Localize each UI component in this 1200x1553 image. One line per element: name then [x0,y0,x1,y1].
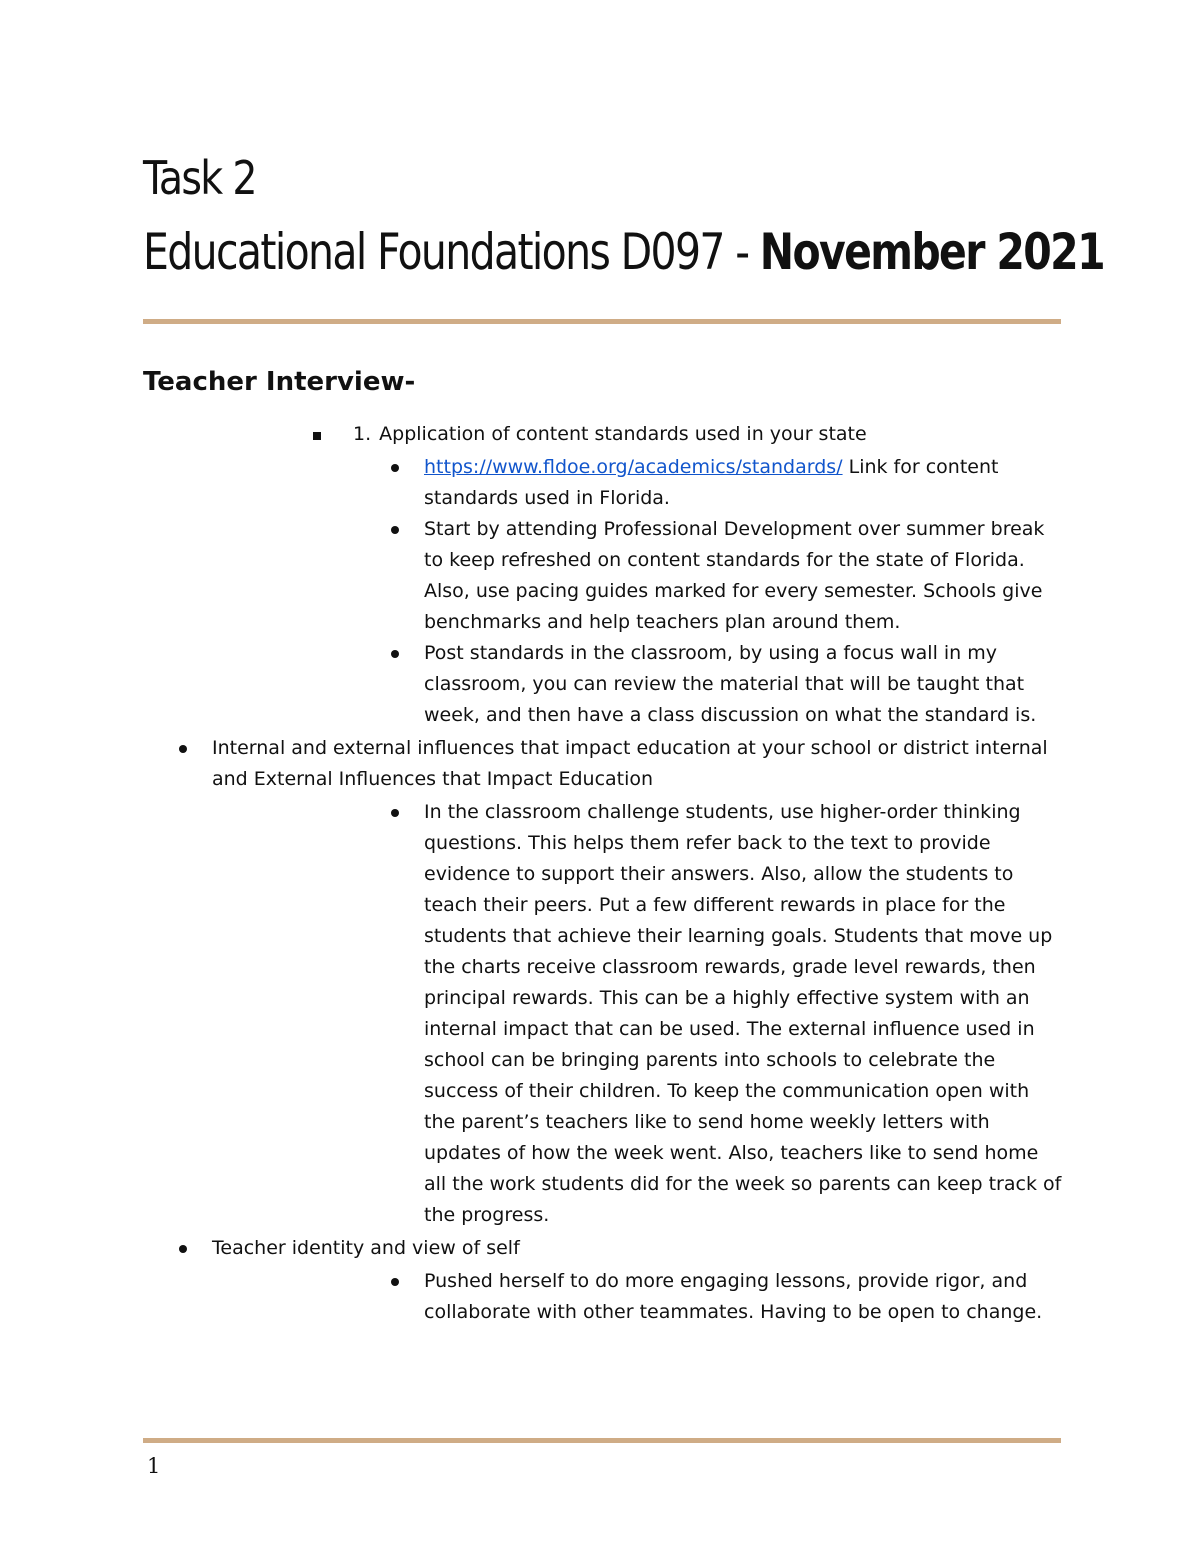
page-number: 1 [147,1454,161,1478]
bullet-icon [391,809,399,817]
item-number: 1. [353,423,372,445]
list-item-standards-link [0,452,1200,514]
item-text: Pushed herself to do more engaging lessons, provide rigor, and collaborate with other teammates. Having to be open to change. [424,1270,1043,1323]
item-text: In the classroom challenge students, use higher-order thinking questions. This helps them refer back to the text to provide evidence to support their answers. Also, allow the students to teach their peers. Put a few different rewards in place for the students that achieve their learning goals. Students that move up the charts receive classroom rewards, grade level rewards, then principal rewards. This can be a highly effective system with an internal impact that can be used. The external influence used in school can be bringing parents into schools to celebrate the success of their children. To keep the communication open with the parent’s teachers like to send home weekly letters with updates of how the week went. Also, teachers like to send home all the work students did for the week so parents can keep track of the progress. [424,801,1062,1226]
document-subtitle [143,218,1104,286]
document-title: Task 2 [143,151,256,205]
item-label: Internal and external influences that impact education at your school or district internal and External Influences that Impact Education [212,737,1048,790]
list-item-classroom-challenge [0,797,1200,1231]
list-item-focus-wall [0,638,1200,731]
list-item-professional-development [0,514,1200,638]
section-heading: Teacher Interview- [143,367,416,397]
bullet-icon [391,526,399,534]
item-text: Start by attending Professional Development over summer break to keep refreshed on content standards for the state of Florida. Also, use pacing guides marked for every semester. Schools give benchmarks and help teachers plan around them. [424,518,1045,633]
bullet-icon [179,1245,187,1253]
footer-divider [143,1438,1061,1443]
top-divider [143,319,1061,324]
list-item-standards [0,419,1200,450]
bullet-icon [391,1278,399,1286]
interview-list [0,419,1200,1328]
list-item-influences [0,733,1200,795]
subtitle-date: November 2021 [759,223,1104,281]
subtitle-course: Educational Foundations D097 - [143,223,760,281]
link-description: Link for content standards used in Florida. [424,456,999,509]
item-label: Application of content standards used in your state [379,423,867,445]
bullet-icon [179,745,187,753]
item-label: Teacher identity and view of self [212,1237,520,1259]
item-text: Post standards in the classroom, by using a focus wall in my classroom, you can review the material that will be taught that week, and then have a class discussion on what the standard is. [424,642,1037,726]
list-item-engaging-lessons [0,1266,1200,1328]
square-bullet-icon [313,432,321,440]
bullet-icon [391,650,399,658]
standards-link[interactable]: https://www.fldoe.org/academics/standards/ [424,456,843,478]
bullet-icon [391,464,399,472]
list-item-identity [0,1233,1200,1264]
